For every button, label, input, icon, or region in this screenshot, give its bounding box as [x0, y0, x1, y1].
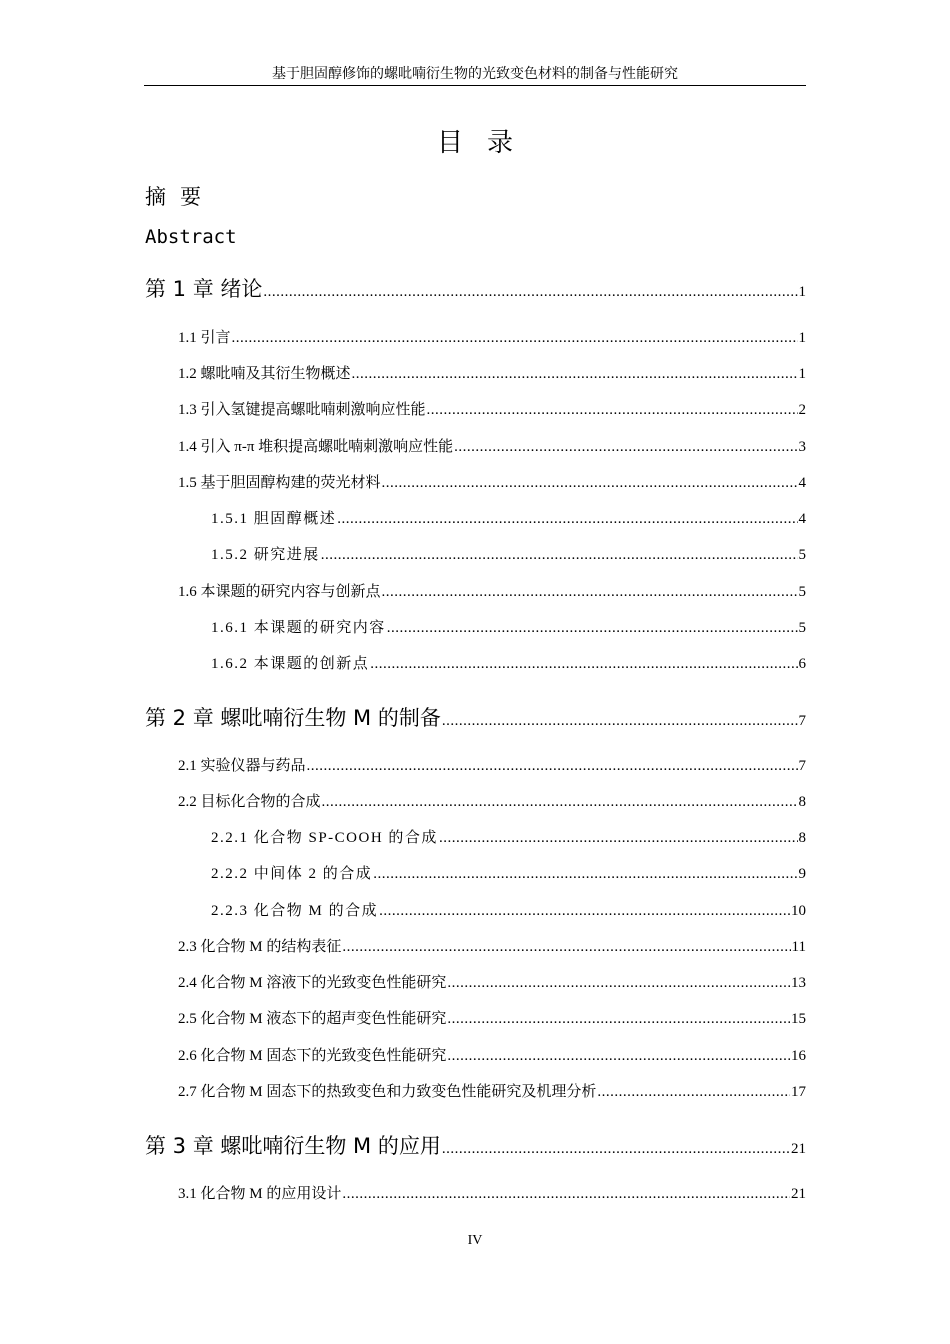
- toc-entry-label: 1.5 基于胆固醇构建的荧光材料: [178, 475, 381, 491]
- toc-subsection-entry[interactable]: [211, 827, 806, 849]
- toc-section-entry[interactable]: [178, 399, 806, 421]
- toc-entry-page: 7: [798, 758, 806, 774]
- toc-entry-label: 1.5.1 胆固醇概述: [211, 511, 337, 527]
- running-header: 基于胆固醇修饰的螺吡喃衍生物的光致变色材料的制备与性能研究: [272, 67, 678, 82]
- toc-entry-page: 1: [798, 366, 806, 382]
- toc-section-entry[interactable]: [178, 1183, 806, 1205]
- toc-subsection-entry[interactable]: [211, 863, 806, 885]
- toc-section-entry[interactable]: [178, 936, 806, 958]
- toc-entry-label: 1.5.2 研究进展: [211, 547, 320, 563]
- toc-section-entry[interactable]: [178, 1081, 806, 1103]
- toc-entry-label: 2.2.3 化合物 M 的合成: [211, 903, 379, 919]
- toc-entry-page: 2: [798, 402, 806, 418]
- toc-section-entry[interactable]: [178, 327, 806, 349]
- toc-entry-label: 3.1 化合物 M 的应用设计: [178, 1186, 342, 1202]
- toc-section-entry[interactable]: [178, 1008, 806, 1030]
- toc-entry-label: 1.6.2 本课题的创新点: [211, 656, 370, 672]
- toc-dot-leader: [427, 399, 798, 421]
- toc-entry-page: 5: [798, 584, 806, 600]
- header-rule: [144, 85, 806, 86]
- toc-chapter-entry[interactable]: [145, 275, 806, 303]
- toc-entry-page: 3: [798, 439, 806, 455]
- toc-entry-page: 15: [791, 1011, 806, 1027]
- toc-entry-label: 1.2 螺吡喃及其衍生物概述: [178, 366, 351, 382]
- toc-dot-leader: [321, 544, 798, 566]
- toc-entry-label: 2.2.1 化合物 SP-COOH 的合成: [211, 830, 438, 846]
- toc-entry-label: 1.1 引言: [178, 330, 231, 346]
- toc-dot-leader: [232, 327, 798, 349]
- toc-entry-label: 1.4 引入 π-π 堆积提高螺吡喃刺激响应性能: [178, 439, 454, 455]
- toc-section-entry[interactable]: [178, 755, 806, 777]
- toc-entry-label: 第 3 章 螺吡喃衍生物 M 的应用: [145, 1134, 441, 1158]
- toc-dot-leader: [447, 1008, 790, 1030]
- toc-dot-leader: [439, 827, 798, 849]
- toc-entry-page: 5: [798, 547, 806, 563]
- toc-dot-leader: [442, 707, 798, 735]
- toc-section-entry[interactable]: [178, 363, 806, 385]
- toc-section-entry[interactable]: [178, 972, 806, 994]
- toc-dot-leader: [370, 653, 797, 675]
- toc-entry-label: 第 1 章 绪论: [145, 277, 263, 301]
- toc-dot-leader: [382, 472, 798, 494]
- toc-chapter-entry[interactable]: [145, 1132, 806, 1160]
- toc-dot-leader: [379, 900, 790, 922]
- toc-entry-label: 2.7 化合物 M 固态下的热致变色和力致变色性能研究及机理分析: [178, 1084, 597, 1100]
- toc-dot-leader: [387, 617, 798, 639]
- toc-entry-page: 7: [798, 713, 806, 729]
- toc-entry-label: 2.4 化合物 M 溶液下的光致变色性能研究: [178, 975, 447, 991]
- toc-section-entry[interactable]: [178, 791, 806, 813]
- toc-subsection-entry[interactable]: [211, 617, 806, 639]
- toc-entry-label: 2.2.2 中间体 2 的合成: [211, 866, 373, 882]
- toc-dot-leader: [337, 508, 797, 530]
- toc-dot-leader: [342, 936, 790, 958]
- toc-subsection-entry[interactable]: [211, 900, 806, 922]
- toc-dot-leader: [382, 581, 798, 603]
- toc-entry-page: 5: [798, 620, 806, 636]
- toc-dot-leader: [447, 972, 790, 994]
- toc-subsection-entry[interactable]: [211, 653, 806, 675]
- toc-dot-leader: [352, 363, 798, 385]
- toc-entry-label: 2.6 化合物 M 固态下的光致变色性能研究: [178, 1048, 447, 1064]
- toc-dot-leader: [447, 1045, 790, 1067]
- toc-entry-label: 1.6.1 本课题的研究内容: [211, 620, 386, 636]
- toc-entry-page: 11: [791, 939, 806, 955]
- toc-entry-label: 1.6 本课题的研究内容与创新点: [178, 584, 381, 600]
- toc-entry-label: 2.5 化合物 M 液态下的超声变色性能研究: [178, 1011, 447, 1027]
- toc-entry-page: 21: [791, 1141, 806, 1157]
- toc-section-entry[interactable]: [178, 581, 806, 603]
- toc-entry-page: 16: [791, 1048, 806, 1064]
- toc-dot-leader: [373, 863, 797, 885]
- toc-subsection-entry[interactable]: [211, 508, 806, 530]
- toc-abstract-en[interactable]: Abstract: [145, 226, 237, 248]
- toc-chapter-entry[interactable]: [145, 704, 806, 732]
- toc-entry-page: 6: [798, 656, 806, 672]
- toc-subsection-entry[interactable]: [211, 544, 806, 566]
- toc-entry-page: 21: [791, 1186, 806, 1202]
- toc-entry-page: 1: [798, 284, 806, 300]
- toc-dot-leader: [263, 278, 797, 306]
- toc-dot-leader: [454, 436, 797, 458]
- toc-entry-page: 1: [798, 330, 806, 346]
- toc-section-entry[interactable]: [178, 472, 806, 494]
- toc-entry-label: 第 2 章 螺吡喃衍生物 M 的制备: [145, 706, 441, 730]
- toc-entry-label: 1.3 引入氢键提高螺吡喃刺激响应性能: [178, 402, 426, 418]
- toc-section-entry[interactable]: [178, 1045, 806, 1067]
- toc-entry-label: 2.3 化合物 M 的结构表征: [178, 939, 342, 955]
- toc-entry-label: 2.1 实验仪器与药品: [178, 758, 306, 774]
- toc-abstract-zh[interactable]: 摘要: [145, 185, 215, 209]
- page-number: IV: [467, 1233, 483, 1248]
- toc-entry-page: 13: [791, 975, 806, 991]
- toc-entry-page: 10: [791, 903, 806, 919]
- toc-dot-leader: [322, 791, 798, 813]
- toc-dot-leader: [342, 1183, 790, 1205]
- toc-entry-page: 8: [798, 830, 806, 846]
- toc-entry-page: 8: [798, 794, 806, 810]
- toc-entry-page: 9: [798, 866, 806, 882]
- toc-dot-leader: [307, 755, 798, 777]
- toc-dot-leader: [597, 1081, 790, 1103]
- toc-title: 目录: [436, 128, 537, 158]
- toc-entry-page: 17: [791, 1084, 806, 1100]
- toc-entry-page: 4: [798, 511, 806, 527]
- toc-section-entry[interactable]: [178, 436, 806, 458]
- toc-entry-label: 2.2 目标化合物的合成: [178, 794, 321, 810]
- toc-entry-page: 4: [798, 475, 806, 491]
- toc-dot-leader: [442, 1135, 790, 1163]
